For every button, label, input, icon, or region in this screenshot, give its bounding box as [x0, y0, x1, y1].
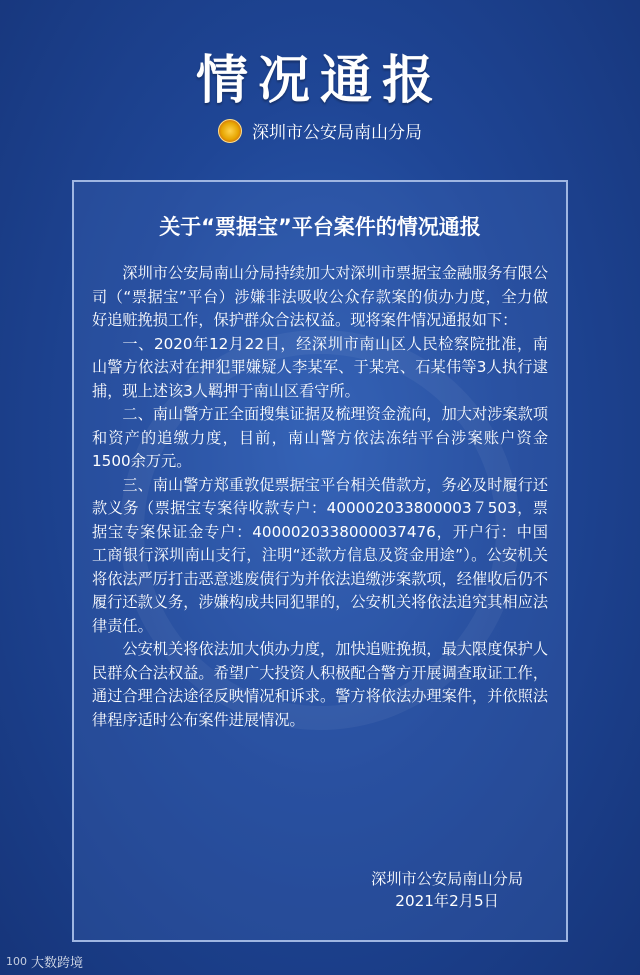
police-badge-icon — [218, 119, 242, 143]
watermark — [6, 952, 83, 971]
paragraph-closing: 公安机关将依法加大侦办力度，加快追赃挽损，最大限度保护人民群众合法权益。希望广大投资人积极配合警方开展调查取证工作，通过合理合法途径反映情况和诉求。警方将依法办理案件，并依照法律程序适时公布案件进展情况。 — [92, 640, 548, 729]
paragraph-3: 三、南山警方郑重敦促票据宝平台相关借款方，务必及时履行还款义务（票据宝专案待收款专户：400002033800003７503，票据宝专案保证金专户：4000020338000037476，开户行：中国工商银行深圳南山支行，注明“还款方信息及资金用途”）。公安机关将依法严厉打击恶意逃废债行为并依法追缴涉案款项，经催收后仍不履行还款义务，涉嫌构成共同犯罪的，公安机关将依法追究其相应法律责任。 — [92, 475, 548, 635]
notice-title: 关于“票据宝”平台案件的情况通报 — [159, 215, 481, 239]
100-logo-icon: 100 — [6, 955, 27, 968]
paragraph-2: 二、南山警方正全面搜集证据及梳理资金流向，加大对涉案款项和资产的追缴力度，目前，南山警方依法冻结平台涉案账户资金1500余万元。 — [92, 405, 548, 470]
paragraph-intro: 深圳市公安局南山分局持续加大对深圳市票据宝金融服务有限公司（“票据宝”平台）涉嫌非法吸收公众存款案的侦办力度，全力做好追赃挽损工作，保护群众合法权益。现将案件情况通报如下： — [92, 264, 548, 329]
org-line — [0, 118, 640, 143]
org-name: 深圳市公安局南山分局 — [252, 123, 422, 143]
watermark-text: 大数跨境 — [31, 956, 84, 971]
signature-org: 深圳市公安局南山分局 — [371, 870, 523, 888]
page-title: 情况通报 — [195, 50, 444, 111]
paragraph-1: 一、2020年12月22日，经深圳市南山区人民检察院批准，南山警方依法对在押犯罪嫌疑人李某军、于某亮、石某伟等3人执行逮捕，现上述该3人羁押于南山区看守所。 — [92, 334, 548, 400]
signature-date: 2021年2月5日 — [395, 892, 499, 910]
signature-block — [371, 868, 523, 912]
notice-body — [92, 262, 548, 732]
